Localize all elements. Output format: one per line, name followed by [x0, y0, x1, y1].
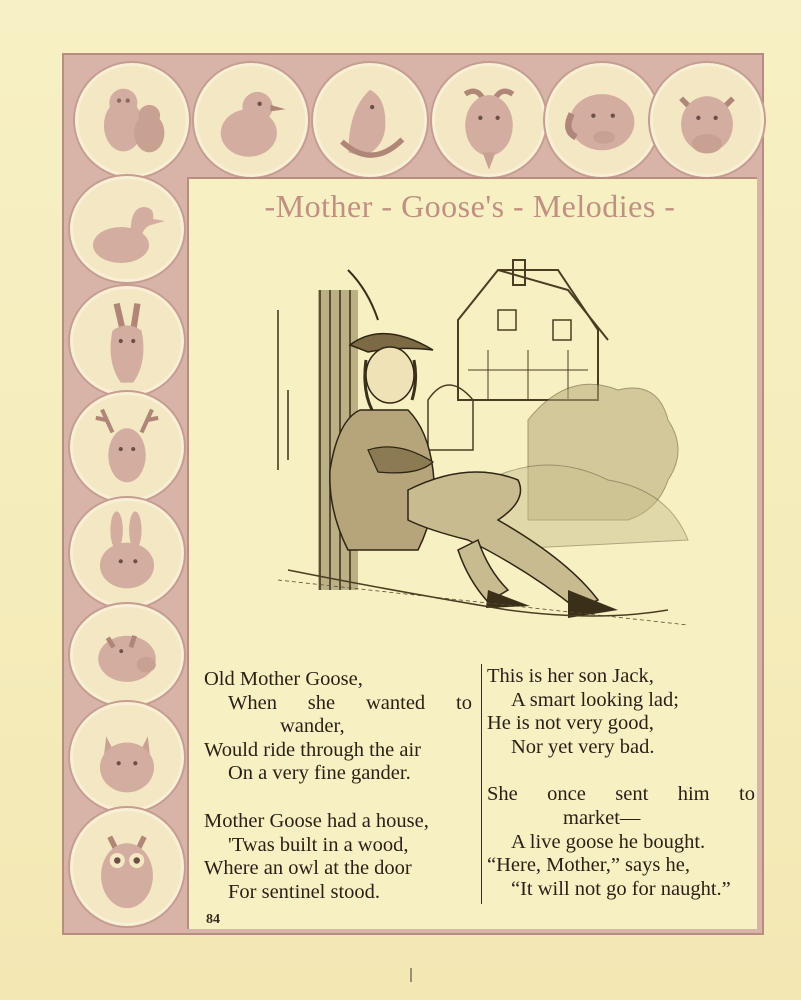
rabbit-icon — [70, 498, 184, 608]
stanza-gap — [487, 759, 755, 783]
jack-illustration — [268, 250, 698, 640]
verse-line: wander, — [280, 715, 345, 738]
verse-line: Where an owl at the door — [204, 857, 412, 880]
verse-line: She once sent him to — [487, 783, 755, 806]
verse-line: This is her son Jack, — [487, 665, 654, 687]
verse-line: When she wanted to — [228, 691, 472, 714]
verse-line: market— — [563, 806, 641, 829]
bird-icon — [194, 63, 308, 177]
verse-line: “Here, Mother,” says he, — [487, 854, 690, 877]
page-title: -Mother - Goose's - Melodies - — [264, 188, 676, 224]
deer-icon — [70, 392, 184, 502]
sheep-icon — [545, 63, 659, 177]
donkey-icon — [70, 286, 184, 396]
bottom-mark — [410, 968, 412, 982]
page-number: 84 — [206, 912, 220, 927]
owls-icon — [75, 63, 189, 177]
verse-left — [204, 668, 472, 904]
cat-icon — [70, 702, 184, 812]
stanza-gap — [204, 786, 472, 810]
pig-icon — [70, 604, 184, 706]
verse-line: He is not very good, — [487, 712, 654, 735]
verse-line: “It will not go for naught.” — [511, 877, 731, 900]
verse-line: 'Twas built in a wood, — [228, 833, 409, 856]
cow-icon — [650, 63, 764, 177]
verse-line: For sentinel stood. — [228, 880, 381, 903]
verse-line: Nor yet very bad. — [511, 735, 655, 758]
verse-right — [487, 665, 755, 901]
verse-line: Old Mother Goose, — [204, 668, 363, 690]
verse-line: A live goose he bought. — [511, 830, 706, 853]
column-divider — [481, 664, 482, 904]
horse-icon — [313, 63, 427, 177]
owl-icon — [70, 808, 184, 926]
verse-line: On a very fine gander. — [228, 762, 411, 785]
duck-icon — [70, 176, 184, 282]
verse-line: A smart looking lad; — [511, 688, 679, 711]
verse-line: Mother Goose had a house, — [204, 809, 429, 832]
goat-icon — [432, 63, 546, 177]
verse-line: Would ride through the air — [204, 738, 421, 761]
